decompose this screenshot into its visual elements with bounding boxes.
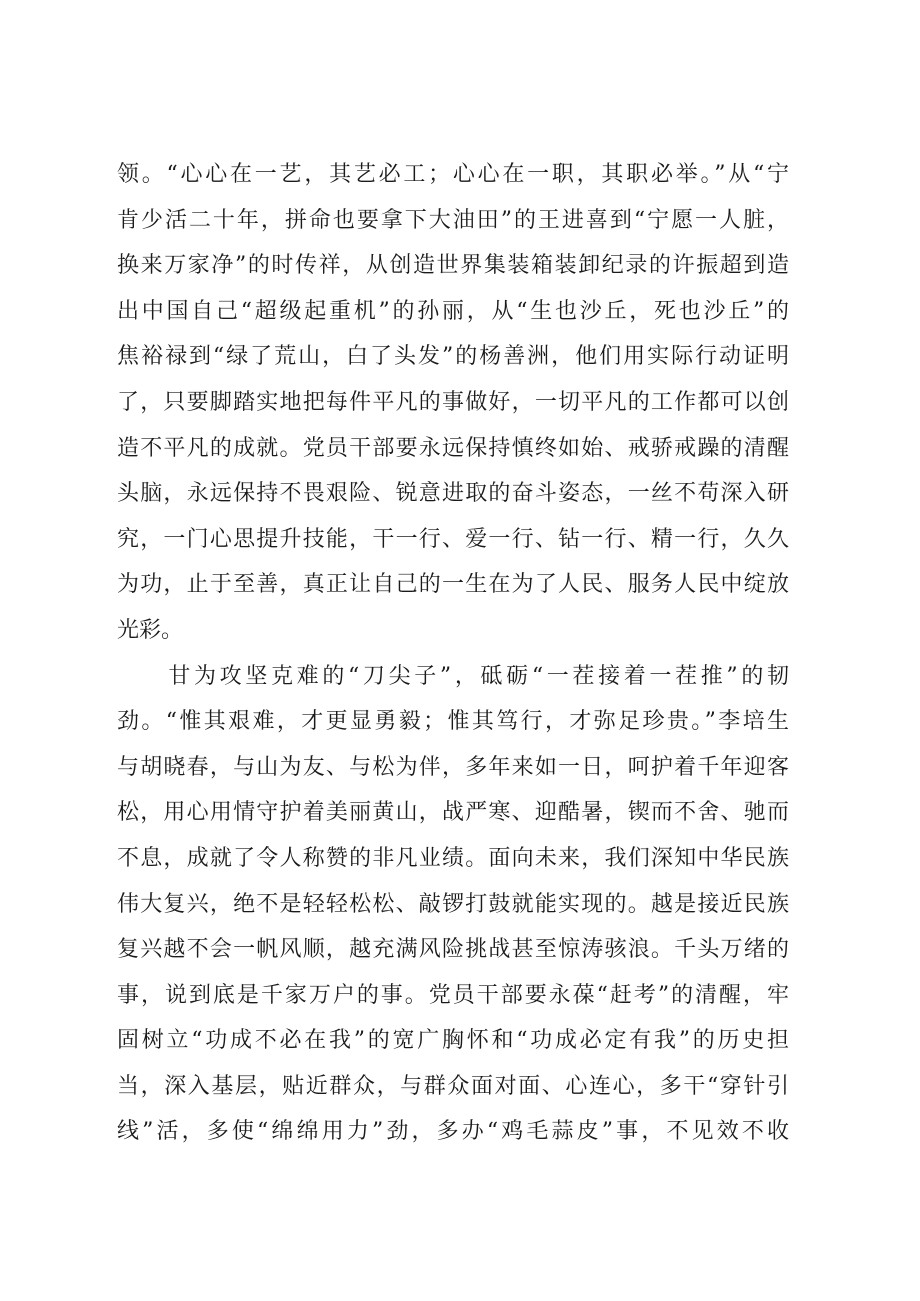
- paragraph-start-line: 甘为攻坚克难的“刀尖子”，砥砺“一茬接着一茬推”的韧: [117, 663, 789, 689]
- text-line: 当，深入基层，贴近群众，与群众面对面、心连心，多干“穿针引: [117, 1073, 789, 1099]
- text-line: 线”活，多使“绵绵用力”劲，多办“鸡毛蒜皮”事，不见效不收: [117, 1119, 789, 1145]
- text-line: 伟大复兴，绝不是轻轻松松、敲锣打鼓就能实现的。越是接近民族: [117, 891, 789, 917]
- text-line: 与胡晓春，与山为友、与松为伴，多年来如一日，呵护着千年迎客: [117, 754, 789, 780]
- text-line: 为功，止于至善，真正让自己的一生在为了人民、服务人民中绽放: [117, 572, 789, 598]
- text-line: 不息，成就了令人称赞的非凡业绩。面向未来，我们深知中华民族: [117, 845, 789, 871]
- text-line: 出中国自己“超级起重机”的孙丽，从“生也沙丘，死也沙丘”的: [117, 298, 789, 324]
- text-line: 领。“心心在一艺，其艺必工；心心在一职，其职必举。”从“宁: [117, 162, 789, 187]
- text-line: 了，只要脚踏实地把每件平凡的事做好，一切平凡的工作都可以创: [117, 389, 789, 415]
- text-line: 头脑，永远保持不畏艰险、锐意进取的奋斗姿态，一丝不苟深入研: [117, 481, 789, 507]
- text-line: 造不平凡的成就。党员干部要永远保持慎终如始、戒骄戒躁的清醒: [117, 435, 789, 461]
- text-line: 焦裕禄到“绿了荒山，白了头发”的杨善洲，他们用实际行动证明: [117, 344, 789, 370]
- text-line: 换来万家净”的时传祥，从创造世界集装箱装卸纪录的许振超到造: [117, 253, 789, 279]
- text-line: 复兴越不会一帆风顺，越充满风险挑战甚至惊涛骇浪。千头万绪的: [117, 937, 789, 963]
- body-text: [117, 152, 789, 1155]
- text-line: 究，一门心思提升技能，干一行、爱一行、钻一行、精一行，久久: [117, 526, 789, 552]
- text-line: 劲。“惟其艰难，才更显勇毅；惟其笃行，才弥足珍贵。”李培生: [117, 709, 789, 735]
- text-line: 光彩。: [117, 617, 184, 643]
- text-line: 肯少活二十年，拼命也要拿下大油田”的王进喜到“宁愿一人脏，: [117, 207, 789, 233]
- text-line: 松，用心用情守护着美丽黄山，战严寒、迎酷暑，锲而不舍、驰而: [117, 800, 789, 826]
- text-line: 固树立“功成不必在我”的宽广胸怀和“功成必定有我”的历史担: [117, 1028, 789, 1054]
- text-line: 事，说到底是千家万户的事。党员干部要永葆“赶考”的清醒，牢: [117, 982, 789, 1008]
